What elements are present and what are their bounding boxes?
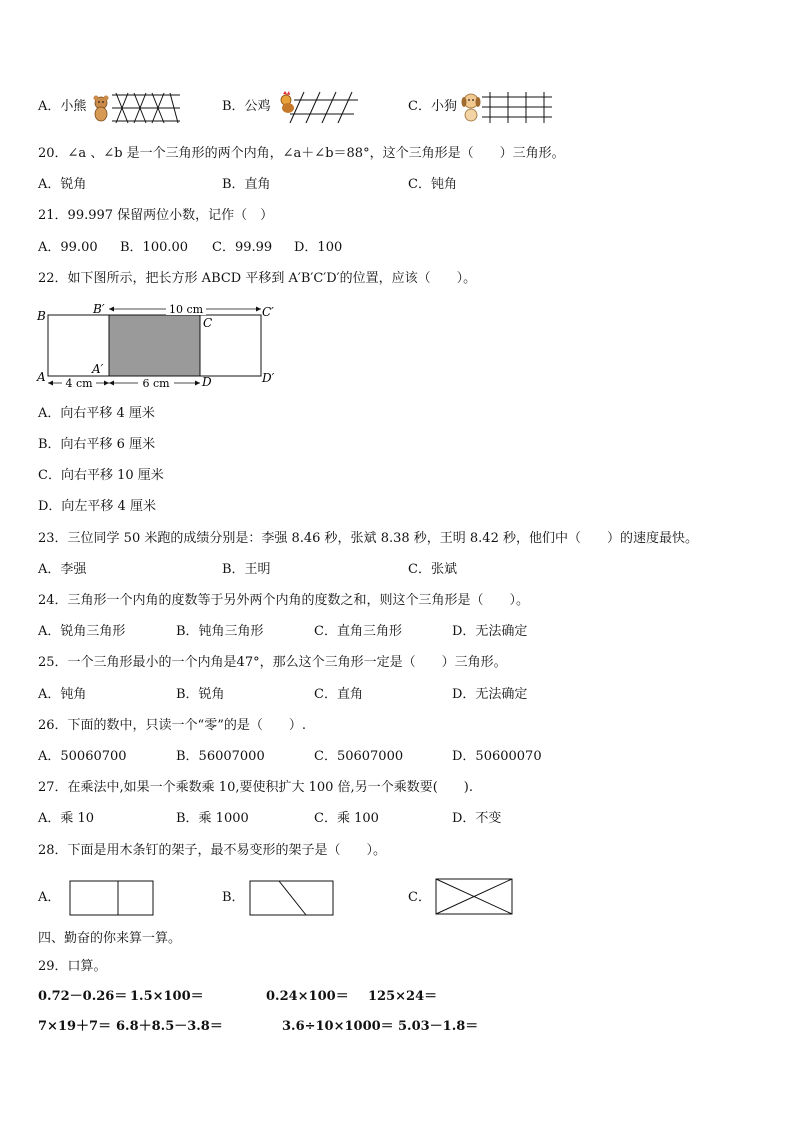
q22-option-c[interactable]: C．向右平移 10 厘米 bbox=[38, 468, 164, 483]
q22-stem: 22．如下图所示，把长方形 ABCD 平移到 A′B′C′D′的位置，应该（ ）。 bbox=[38, 271, 477, 286]
q19-option-c[interactable] bbox=[408, 99, 457, 115]
frame-c-icon bbox=[435, 878, 515, 916]
q25-stem: 25．一个三角形最小的一个内角是47°，那么这个三角形一定是（ ）三角形。 bbox=[38, 655, 507, 670]
vertex-a-prime: A′ bbox=[92, 362, 104, 376]
q21-option-c[interactable]: C．99.99 bbox=[212, 240, 273, 255]
q24-option-d[interactable]: D．无法确定 bbox=[452, 624, 528, 639]
q28-option-a[interactable]: A． bbox=[38, 890, 61, 905]
q25-option-c[interactable]: C．直角 bbox=[314, 687, 363, 702]
calc-3: 0.24×100＝ bbox=[266, 989, 349, 1004]
bear-grid-icon bbox=[92, 90, 182, 124]
dim-top-label: 10 cm bbox=[168, 303, 204, 316]
q27-option-d[interactable]: D．不变 bbox=[452, 811, 502, 826]
q19-option-b[interactable] bbox=[222, 99, 271, 115]
q27-option-b[interactable]: B．乘 1000 bbox=[176, 811, 249, 826]
q24-stem: 24．三角形一个内角的度数等于另外两个内角的度数之和，则这个三角形是（ ）。 bbox=[38, 593, 530, 608]
dim-left-label: 4 cm bbox=[65, 377, 93, 390]
q28-option-b[interactable]: B． bbox=[222, 890, 245, 905]
section-4-title: 四、勤奋的你来算一算。 bbox=[38, 931, 182, 946]
vertex-d: D bbox=[202, 375, 212, 389]
q22-option-b[interactable]: B．向右平移 6 厘米 bbox=[38, 437, 156, 452]
q26-option-c[interactable]: C．50607000 bbox=[314, 749, 404, 764]
q24-option-a[interactable]: A．锐角三角形 bbox=[38, 624, 126, 639]
q19-option-a[interactable] bbox=[38, 99, 86, 115]
q27-stem: 27．在乘法中,如果一个乘数乘 10,要使积扩大 100 倍,另一个乘数要( ). bbox=[38, 780, 473, 795]
q25-option-a[interactable]: A．钝角 bbox=[38, 687, 87, 702]
vertex-c: C bbox=[203, 316, 213, 330]
q19-option-b-label: B．公鸡 bbox=[222, 99, 271, 114]
vertex-d-prime: D′ bbox=[262, 371, 275, 385]
q23-stem: 23．三位同学 50 米跑的成绩分别是：李强 8.46 秒，张斌 8.38 秒，王明 8.42 秒，他们中（ ）的速度最快。 bbox=[38, 531, 698, 546]
q27-option-c[interactable]: C．乘 100 bbox=[314, 811, 379, 826]
calc-7: 3.6÷10×1000＝ bbox=[282, 1019, 394, 1034]
q28-stem: 28．下面是用木条钉的架子，最不易变形的架子是（ ）。 bbox=[38, 843, 387, 858]
q20-option-b[interactable]: B．直角 bbox=[222, 177, 271, 192]
shaded-overlap bbox=[109, 315, 200, 376]
q21-option-d[interactable]: D．100 bbox=[294, 240, 343, 255]
q22-option-d[interactable]: D．向左平移 4 厘米 bbox=[38, 499, 156, 514]
q26-option-d[interactable]: D．50600070 bbox=[452, 749, 542, 764]
q21-option-a[interactable]: A．99.00 bbox=[38, 240, 98, 255]
q20-stem: 20．∠a 、∠b 是一个三角形的两个内角，∠a＋∠b＝88°，这个三角形是（ ）三角形。 bbox=[38, 146, 565, 161]
q26-option-b[interactable]: B．56007000 bbox=[176, 749, 265, 764]
q23-option-a[interactable]: A．李强 bbox=[38, 562, 87, 577]
calc-2: 1.5×100＝ bbox=[130, 989, 204, 1004]
q23-option-c[interactable]: C．张斌 bbox=[408, 562, 457, 577]
translation-figure bbox=[36, 300, 286, 392]
q25-option-b[interactable]: B．锐角 bbox=[176, 687, 225, 702]
q19-option-a-label: A．小熊 bbox=[38, 99, 87, 114]
vertex-a: A bbox=[37, 370, 46, 384]
frame-a-icon bbox=[69, 880, 155, 916]
q28-option-c[interactable]: C． bbox=[408, 890, 431, 905]
vertex-b: B bbox=[37, 309, 46, 323]
q26-stem: 26．下面的数中，只读一个“零”的是（ ）. bbox=[38, 718, 306, 733]
dog-grid-icon bbox=[460, 90, 554, 124]
q25-option-d[interactable]: D．无法确定 bbox=[452, 687, 528, 702]
q24-option-c[interactable]: C．直角三角形 bbox=[314, 624, 402, 639]
vertex-b-prime: B′ bbox=[93, 302, 105, 316]
calc-6: 6.8＋8.5－3.8＝ bbox=[116, 1019, 223, 1034]
q21-option-b[interactable]: B．100.00 bbox=[120, 240, 189, 255]
calc-5: 7×19＋7＝ bbox=[38, 1019, 112, 1034]
q20-option-c[interactable]: C．钝角 bbox=[408, 177, 457, 192]
q27-option-a[interactable]: A．乘 10 bbox=[38, 811, 95, 826]
q23-option-b[interactable]: B．王明 bbox=[222, 562, 271, 577]
calc-4: 125×24＝ bbox=[368, 989, 438, 1004]
q29-stem: 29．口算。 bbox=[38, 959, 107, 974]
frame-b-icon bbox=[249, 880, 335, 916]
q19-option-c-label: C．小狗 bbox=[408, 99, 457, 114]
calc-8: 5.03－1.8＝ bbox=[398, 1019, 479, 1034]
vertex-c-prime: C′ bbox=[262, 305, 274, 319]
q20-option-a[interactable]: A．锐角 bbox=[38, 177, 87, 192]
q26-option-a[interactable]: A．50060700 bbox=[38, 749, 127, 764]
q21-stem: 21．99.997 保留两位小数，记作（ ） bbox=[38, 208, 274, 223]
q24-option-b[interactable]: B．钝角三角形 bbox=[176, 624, 264, 639]
q22-option-a[interactable]: A．向右平移 4 厘米 bbox=[38, 406, 155, 421]
dim-mid-label: 6 cm bbox=[142, 377, 170, 390]
rooster-lines-icon bbox=[276, 90, 360, 124]
calc-1: 0.72－0.26＝ bbox=[38, 989, 128, 1004]
